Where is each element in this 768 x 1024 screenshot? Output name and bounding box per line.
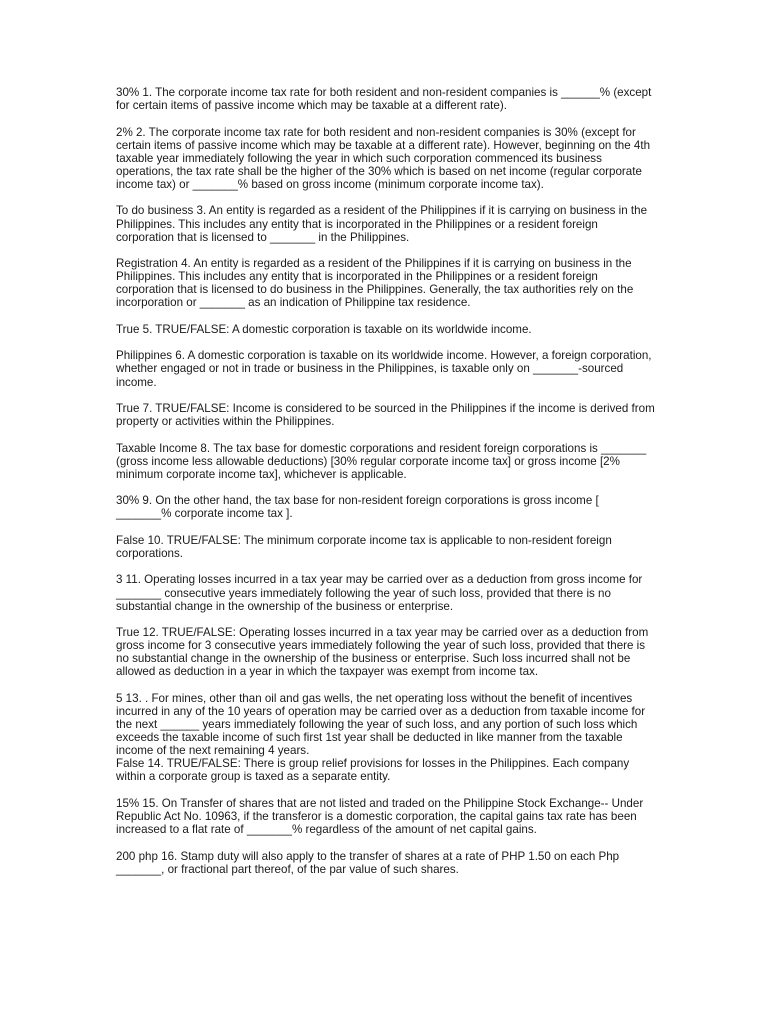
paragraph-q2: 2% 2. The corporate income tax rate for both resident and non-resident companies is 30% (except for certain items of passive income which may be taxable at a different rate). However, beginning on the 4th taxable year immediately following the year in which such corporation commenced its business operations, the tax rate shall be the higher of the 30% which is based on net income (regular corporate income tax) or _______% based on gross income (minimum corporate income tax). <box>116 125 651 191</box>
paragraph-q13: 5 13. . For mines, other than oil and gas wells, the net operating loss without the benefit of incentives incurred in any of the 10 years of operation may be carried over as a deduction from taxable income for the next ______ years immediately following the year of such loss, and any portion of such loss which exceeds the taxable income of such first 1st year shall be deducted in like manner from the taxable income of the next remaining 4 years. <box>116 691 646 758</box>
paragraph-q7: True 7. TRUE/FALSE: Income is considered to be sourced in the Philippines if the income is derived from property or activities within the Philippines. <box>116 402 655 429</box>
paragraph-q4: Registration 4. An entity is regarded as a resident of the Philippines if it is carrying on business in the Philippines. This includes any entity that is incorporated in the Philippines or a resident foreign corporation that is licensed to do business in the Philippines. Generally, the tax authorities rely on the incorporation or _______ as an indication of Philippine tax residence. <box>116 257 634 310</box>
paragraph-q14: False 14. TRUE/FALSE: There is group relief provisions for losses in the Philippines. Each company within a corporate group is taxed as a separate entity. <box>116 757 630 784</box>
paragraph-q1: 30% 1. The corporate income tax rate for both resident and non-resident companies is ______% (except for certain items of passive income which may be taxable at a different rate). <box>116 86 652 113</box>
document-page <box>116 86 656 889</box>
paragraph-q10: False 10. TRUE/FALSE: The minimum corporate income tax is applicable to non-resident foreign corporations. <box>116 533 612 560</box>
paragraph-q3: To do business 3. An entity is regarded as a resident of the Philippines if it is carrying on business in the Philippines. This includes any entity that is incorporated in the Philippines or a resident foreign corporation that is licensed to _______ in the Philippines. <box>116 204 648 244</box>
paragraph-q9: 30% 9. On the other hand, the tax base for non-resident foreign corporations is gross income [ _______% corporate income tax ]. <box>116 494 599 521</box>
paragraph-q5: True 5. TRUE/FALSE: A domestic corporation is taxable on its worldwide income. <box>116 322 532 336</box>
paragraph-q12: True 12. TRUE/FALSE: Operating losses incurred in a tax year may be carried over as a deduction from gross income for 3 consecutive years immediately following the year of such loss, provided that there is no substantial change in the ownership of the business or enterprise. Such loss incurred shall not be allowed as deduction in a year in which the taxpayer was exempt from income tax. <box>116 626 649 679</box>
paragraph-q11: 3 11. Operating losses incurred in a tax year may be carried over as a deduction from gross income for _______ consecutive years immediately following the year of such loss, provided that there is no substantial change in the ownership of the business or enterprise. <box>116 573 643 613</box>
paragraph-q8: Taxable Income 8. The tax base for domestic corporations and resident foreign corporations is _______ (gross income less allowable deductions) [30% regular corporate income tax] or gross income [2% minimum corporate income tax], whichever is applicable. <box>116 441 647 481</box>
paragraph-q6: Philippines 6. A domestic corporation is taxable on its worldwide income. However, a foreign corporation, whether engaged or not in trade or business in the Philippines, is taxable only on _______-sourced income. <box>116 349 652 389</box>
paragraph-q15: 15% 15. On Transfer of shares that are not listed and traded on the Philippine Stock Exchange-- Under Republic Act No. 10963, if the transferor is a domestic corporation, the capital gains tax rate has been increased to a flat rate of _______% regardless of the amount of net capital gains. <box>116 796 644 837</box>
paragraph-q16: 200 php 16. Stamp duty will also apply to the transfer of shares at a rate of PHP 1.50 on each Php _______, or fractional part thereof, of the par value of such shares. <box>116 849 620 876</box>
